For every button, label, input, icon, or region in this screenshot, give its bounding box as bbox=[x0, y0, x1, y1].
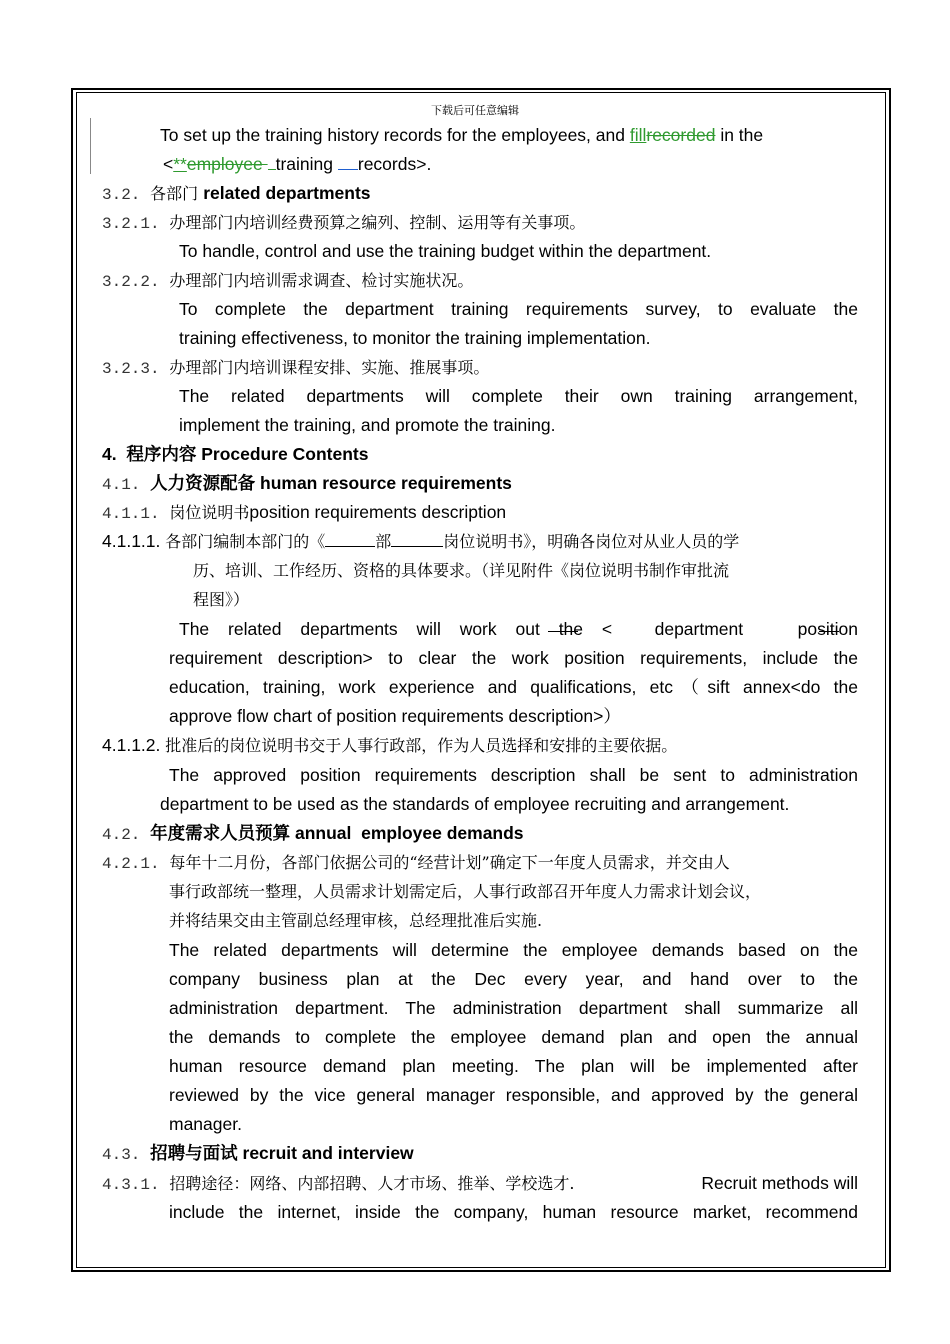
paragraph-cn: 事行政部统一整理，人员需求计划需定后，人事行政部召开年度人力需求计划会议， bbox=[169, 882, 762, 901]
section-4-1-1-heading bbox=[102, 498, 506, 529]
intro-text: records>. bbox=[357, 154, 432, 174]
blank-line bbox=[548, 615, 578, 632]
paragraph-cn: 部 bbox=[375, 532, 392, 551]
intro-text: < bbox=[163, 154, 174, 174]
paragraph-en: department to be used as the standards of employee recruiting and arrangement. bbox=[160, 794, 790, 814]
paragraph-en: the demands to complete the employee demand plan and open the annual bbox=[169, 1027, 858, 1047]
page-header: 下载后可任意编辑 bbox=[431, 104, 519, 117]
section-number: 3.2.2. bbox=[102, 273, 160, 291]
section-number: 4.1. bbox=[102, 476, 141, 494]
paragraph-cn: 每年十二月份，各部门依据公司的“经营计划”确定下一年度人员需求，并交由人 bbox=[169, 853, 730, 872]
section-3-2-2-heading bbox=[102, 266, 473, 297]
tracked-deletion: employee bbox=[186, 154, 268, 174]
section-title-cn: 各部门 bbox=[150, 184, 204, 203]
revision-bar bbox=[90, 118, 91, 174]
intro-line-2 bbox=[163, 150, 431, 179]
section-number: 3.2. bbox=[102, 186, 141, 204]
intro-text: in the bbox=[715, 125, 764, 145]
intro-line-1 bbox=[160, 121, 763, 150]
paragraph-en: requirement description> to clear the work position requirements, include the bbox=[169, 648, 858, 668]
paragraph-en: To complete the department training requirements survey, to evaluate the bbox=[179, 299, 858, 319]
paragraph-en: approve flow chart of position requirements description>） bbox=[169, 706, 621, 726]
paragraph-en: department bbox=[654, 619, 744, 639]
section-4-1-1-2-line bbox=[102, 731, 677, 760]
tracked-insertion: ** bbox=[173, 154, 187, 174]
blank-line bbox=[338, 153, 358, 170]
tracked-insertion: fill bbox=[629, 125, 647, 145]
paragraph-cn: 办理部门内培训需求调查、检讨实施状况。 bbox=[169, 271, 474, 290]
paragraph-en: training effectiveness, to monitor the training implementation. bbox=[179, 328, 651, 348]
paragraph-en: The related departments will work out the < bbox=[179, 619, 613, 639]
section-4-2-heading bbox=[102, 819, 524, 850]
section-title-en: position requirements description bbox=[249, 502, 507, 522]
section-number: 4.3.1. bbox=[102, 1176, 160, 1194]
blank-line bbox=[268, 153, 276, 170]
section-title: 年度需求人员预算 annual employee demands bbox=[150, 823, 524, 843]
section-number: 4.2. bbox=[102, 826, 141, 844]
paragraph-cn: 批准后的岗位说明书交于人事行政部，作为人员选择和安排的主要依据。 bbox=[165, 736, 678, 755]
paragraph-cn: 办理部门内培训课程安排、实施、推展事项。 bbox=[169, 358, 490, 377]
section-4-2-1-line bbox=[102, 848, 730, 879]
section-3-2-heading bbox=[102, 179, 371, 210]
section-title-cn: 岗位说明书 bbox=[169, 503, 250, 522]
paragraph-en-line bbox=[179, 615, 858, 644]
paragraph-cn: 各部门编制本部门的《 bbox=[165, 532, 326, 551]
paragraph-en: education, training, work experience and qualifications, etc（sift annex<do the bbox=[169, 677, 858, 697]
section-title: 招聘与面试 recruit and interview bbox=[150, 1143, 414, 1163]
paragraph-en: position bbox=[797, 619, 858, 639]
paragraph-cn: 招聘途径：网络、内部招聘、人才市场、推举、学校选才. bbox=[169, 1174, 575, 1193]
paragraph-cn: 历、培训、工作经历、资格的具体要求。（详见附件《岗位说明书制作审批流 bbox=[193, 561, 730, 580]
section-4-3-heading bbox=[102, 1139, 414, 1170]
paragraph-en: include the internet, inside the company, human resource market, recommend bbox=[169, 1202, 858, 1222]
section-number: 4.1.1.1. bbox=[102, 531, 161, 551]
tracked-deletion: recorded bbox=[646, 125, 716, 145]
paragraph-en: The related departments will determine the employee demands based on the bbox=[169, 940, 858, 960]
section-number: 4.1.1. bbox=[102, 505, 160, 523]
paragraph-en: implement the training, and promote the training. bbox=[179, 415, 556, 435]
section-4-3-1-line bbox=[102, 1169, 858, 1200]
section-3-2-1-heading bbox=[102, 208, 585, 239]
paragraph-cn: 办理部门内培训经费预算之编列、控制、运用等有关事项。 bbox=[169, 213, 586, 232]
section-4-1-1-1-line bbox=[102, 527, 739, 556]
intro-text: training bbox=[275, 154, 338, 174]
section-number: 4.2.1. bbox=[102, 855, 160, 873]
blank-line bbox=[391, 530, 443, 547]
paragraph-cn: 程图》） bbox=[193, 590, 250, 609]
section-number: 3.2.1. bbox=[102, 215, 160, 233]
section-number: 4.1.1.2. bbox=[102, 735, 161, 755]
section-number: 4.3. bbox=[102, 1146, 141, 1164]
paragraph-en: To handle, control and use the training budget within the department. bbox=[179, 241, 712, 261]
blank-line bbox=[325, 530, 375, 547]
paragraph-en: reviewed by the vice general manager responsible, and approved by the general bbox=[169, 1085, 858, 1105]
paragraph-en: The approved position requirements description shall be sent to administration bbox=[169, 765, 858, 785]
intro-text: To set up the training history records for the employees, and bbox=[160, 125, 630, 145]
section-number: 4. bbox=[102, 444, 117, 464]
section-title: 人力资源配备 human resource requirements bbox=[150, 473, 512, 493]
section-4-1-heading bbox=[102, 469, 512, 500]
paragraph-cn: 并将结果交由主管副总经理审核，总经理批准后实施. bbox=[169, 911, 543, 930]
section-4-heading bbox=[102, 440, 368, 469]
section-number: 3.2.3. bbox=[102, 360, 160, 378]
paragraph-en: Recruit methods will bbox=[701, 1173, 858, 1193]
paragraph-en: manager. bbox=[169, 1114, 242, 1134]
paragraph-en: human resource demand plan meeting. The plan will be implemented after bbox=[169, 1056, 858, 1076]
section-3-2-3-heading bbox=[102, 353, 489, 384]
paragraph-cn: 岗位说明书》，明确各岗位对从业人员的学 bbox=[443, 532, 740, 551]
section-title: 程序内容 Procedure Contents bbox=[126, 444, 369, 464]
paragraph-en: administration department. The administration department shall summarize all bbox=[169, 998, 858, 1018]
paragraph-en: company business plan at the Dec every year, and hand over to the bbox=[169, 969, 858, 989]
paragraph-en: The related departments will complete their own training arrangement, bbox=[179, 386, 858, 406]
section-title-en: related departments bbox=[203, 183, 371, 203]
